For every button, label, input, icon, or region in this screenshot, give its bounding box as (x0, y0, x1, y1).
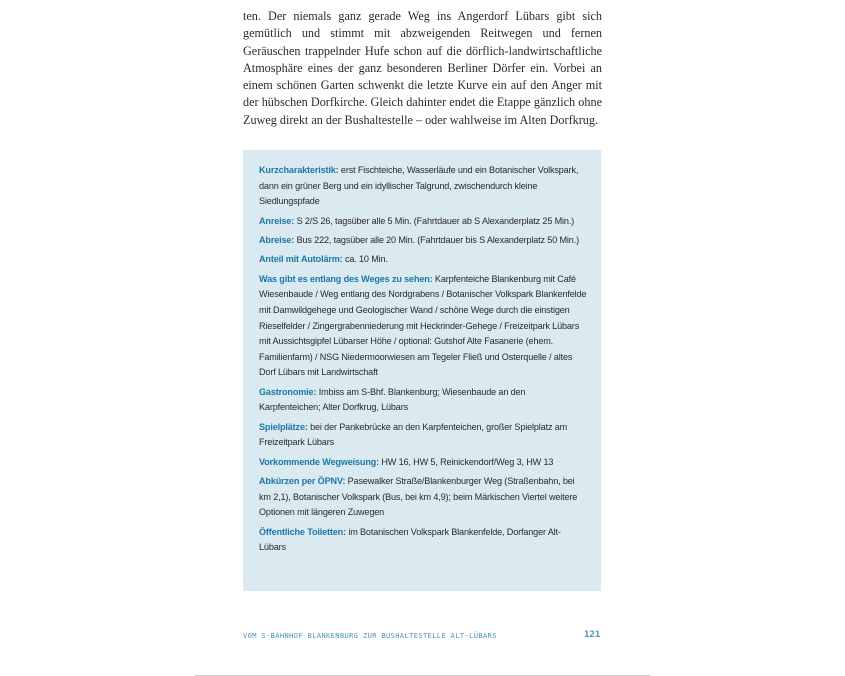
info-entry-toiletten (259, 525, 587, 556)
info-label: Gastronomie: (259, 386, 317, 397)
info-text: im Botanischen Volkspark Blankenfelde, Dorfanger Alt-Lübars (259, 526, 561, 553)
info-text: HW 16, HW 5, Reinickendorf/Weg 3, HW 13 (379, 456, 554, 467)
info-box (243, 150, 601, 591)
info-label: Öffentliche Toiletten: (259, 526, 346, 537)
info-entry-wegweisung (259, 455, 587, 471)
info-label: Kurzcharakteristik: (259, 165, 339, 175)
info-text: bei der Pankebrücke an den Karpfenteichen, großer Spielplatz am Freizeitpark Lübars (259, 421, 568, 448)
info-label: Spielplätze: (259, 421, 308, 432)
info-entry-spielplaetze (259, 420, 587, 451)
info-label: Abkürzen per ÖPNV: (259, 476, 346, 487)
info-entry-oepnv (259, 474, 587, 521)
info-text: Imbiss am S-Bhf. Blankenburg; Wiesenbaude an den Karpfenteichen; Alter Dorfkrug, Lübars (259, 386, 526, 413)
info-label: Anreise: (259, 215, 295, 226)
info-label: Abreise: (259, 234, 295, 245)
info-entry-sehenswertes (259, 272, 587, 381)
info-text: erst Fischteiche, Wasserläufe und ein Botanischer Volkspark, dann ein grüner Berg und ein idyllischer Talgrund, zwischendurch kleine Siedlungspfade (259, 165, 579, 207)
info-text: Karpfenteiche Blankenburg mit Café Wiesenbaude / Weg entlang des Nordgrabens / Botanischer Volkspark Blankenfelde mit Damwildgehege und Geologischer Wand / schöne Wege durch die einstigen Rieselfelder / Zingergrabenniederung mit Heckrinder-Gehege / Freizeitpark Lübars mit Aussichtsgipfel Lübarser Höhe / optional: Gutshof Alte Fasanerie (ehem. Familienfarm) / NSG Niedermoorwiesen am Tegeler Fließ und Osterquelle / altes Dorf Lübars mit Landwirtschaft (259, 273, 587, 378)
info-text: S 2/S 26, tagsüber alle 5 Min. (Fahrtdauer ab S Alexanderplatz 25 Min.) (294, 215, 575, 226)
info-text: ca. 10 Min. (342, 254, 388, 265)
body-paragraph: ten. Der niemals ganz gerade Weg ins Angerdorf Lübars gibt sich gemütlich und stimmt mit abzweigenden Reitwegen und fernen Geräuschen trappelnder Hufe schon auf die dörflich-landwirtschaftliche Atmosphäre eines der ganz besonderen Berliner Dörfer ein. Vorbei an einem schönen Garten schwenkt die letzte Kurve ein auf den Anger mit der hübschen Dorfkirche. Gleich dahinter endet die Etappe gänzlich ohne Zuweg direkt an der Bushaltestelle – oder wahlweise im Alten Dorfkrug. (243, 9, 602, 127)
info-label: Vorkommende Wegweisung: (259, 456, 380, 467)
info-entry-kurzcharakteristik (259, 163, 587, 210)
info-label: Was gibt es entlang des Weges zu sehen: (259, 273, 433, 284)
info-text: Bus 222, tagsüber alle 20 Min. (Fahrtdauer bis S Alexanderplatz 50 Min.) (294, 234, 579, 245)
info-text: Pasewalker Straße/Blankenburger Weg (Straßenbahn, bei km 2,1), Botanischer Volkspark (Bus, bei km 4,9); beim Märkischen Viertel weitere Optionen mit längeren Zuwegen (259, 476, 578, 518)
info-entry-abreise (259, 233, 587, 249)
info-label: Anteil mit Autolärm: (259, 254, 343, 265)
page-number: 121 (584, 630, 601, 640)
running-title: VOM S-BAHNHOF BLANKENBURG ZUR BUSHALTESTELLE ALT-LÜBARS (243, 632, 497, 640)
info-entry-autolaerm (259, 252, 587, 268)
info-entry-gastronomie (259, 385, 587, 416)
info-entry-anreise (259, 214, 587, 230)
